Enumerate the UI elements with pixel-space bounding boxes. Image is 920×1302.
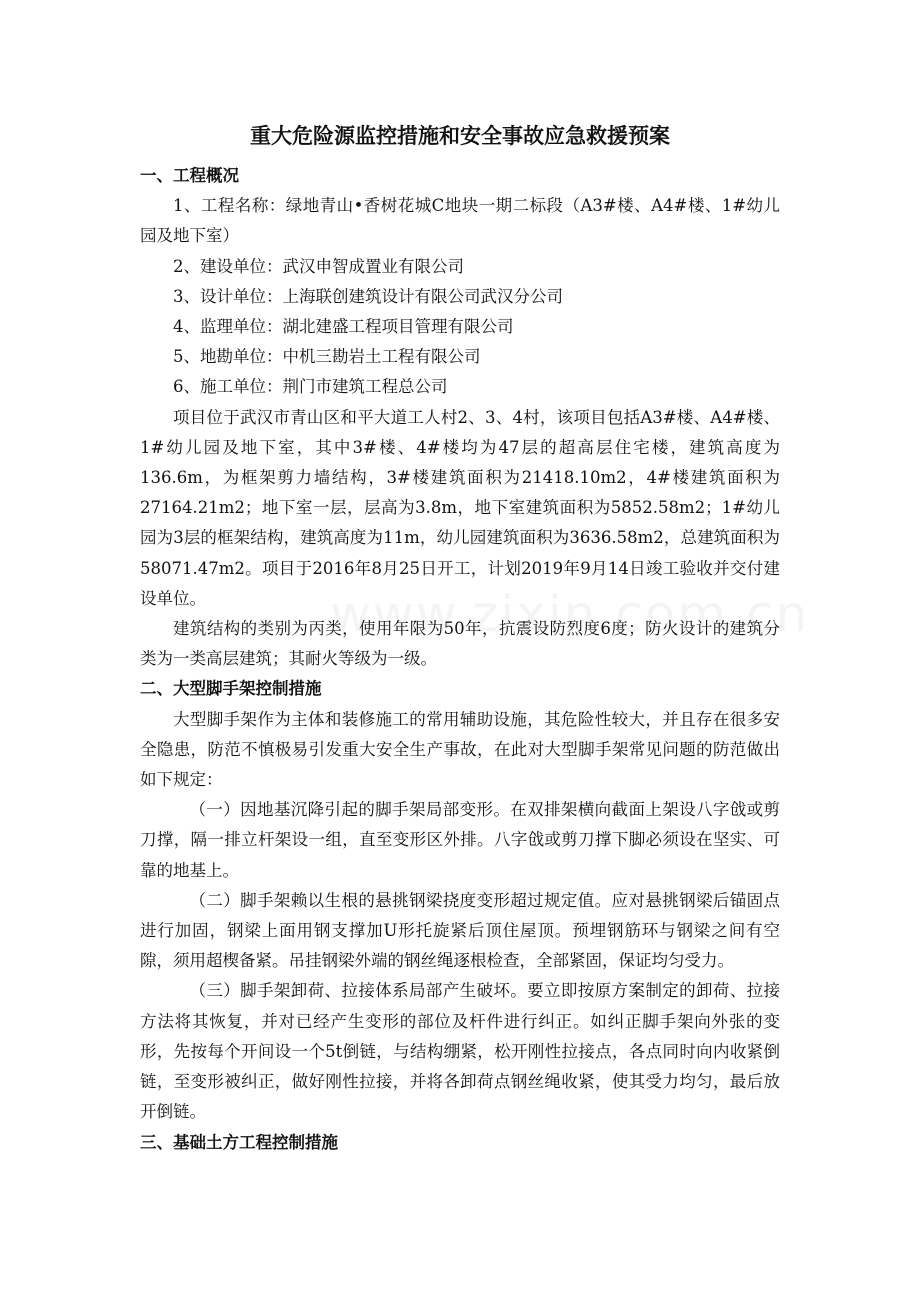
- section-heading-earthwork: 三、基础土方工程控制措施: [140, 1132, 338, 1152]
- section-heading-overview: 一、工程概况: [140, 166, 239, 185]
- paragraph: 6、施工单位：荆门市建筑工程总公司: [173, 377, 448, 397]
- paragraph: 3、设计单位：上海联创建筑设计有限公司武汉分公司: [173, 286, 563, 306]
- paragraph: 1、工程名称：绿地青山•香树花城C地块一期二标段（A3#楼、A4#楼、1#幼儿园及地下室）: [140, 196, 780, 246]
- paragraph: 项目位于武汉市青山区和平大道工人村2、3、4村，该项目包括A3#楼、A4#楼、1#幼儿园及地下室，其中3#楼、4#楼均为47层的超高层住宅楼，建筑高度为136.6m，为框架剪力墙结构，3#楼建筑面积为21418.10m2，4#楼建筑面积为27164.21m2；地下室一层，层高为3.8m，地下室建筑面积为5852.58m2；1#幼儿园为3层的框架结构，建筑高度为11m，幼儿园建筑面积为3636.58m2，总建筑面积为58071.47m2。项目于2016年8月25日开工，计划2019年9月14日竣工验收并交付建设单位。: [140, 407, 780, 608]
- paragraph: （二）脚手架赖以生根的悬挑钢梁挠度变形超过规定值。应对悬挑钢梁后锚固点进行加固，钢梁上面用钢支撑加U形托旋紧后顶住屋顶。预埋钢筋环与钢梁之间有空隙，须用超楔备紧。吊挂钢梁外端的钢丝绳逐根检查，全部紧固，保证均匀受力。: [140, 890, 780, 971]
- paragraph: （三）脚手架卸荷、拉接体系局部产生破坏。要立即按原方案制定的卸荷、拉接方法将其恢复，并对已经产生变形的部位及杆件进行纠正。如纠正脚手架向外张的变形，先按每个开间设一个5t倒链，与结构绷紧，松开刚性拉接点，各点同时向内收紧倒链，至变形被纠正，做好刚性拉接，并将各卸荷点钢丝绳收紧，使其受力均匀，最后放开倒链。: [140, 981, 780, 1122]
- paragraph: （一）因地基沉降引起的脚手架局部变形。在双排架横向截面上架设八字戗或剪刀撑，隔一排立杆架设一组，直至变形区外排。八字戗或剪刀撑下脚必须设在坚实、可靠的地基上。: [140, 800, 780, 880]
- paragraph: 2、建设单位：武汉申智成置业有限公司: [173, 256, 464, 276]
- document-title: 重大危险源监控措施和安全事故应急救援预案: [250, 124, 670, 148]
- paragraph: 5、地勘单位：中机三勘岩土工程有限公司: [173, 347, 481, 367]
- document-body: [140, 161, 780, 1158]
- section-heading-scaffold: 二、大型脚手架控制措施: [140, 679, 322, 699]
- paragraph: 建筑结构的类别为丙类，使用年限为50年，抗震设防烈度6度；防火设计的建筑分类为一类高层建筑；其耐火等级为一级。: [140, 619, 780, 669]
- paragraph: 4、监理单位：湖北建盛工程项目管理有限公司: [173, 317, 514, 337]
- paragraph: 大型脚手架作为主体和装修施工的常用辅助设施，其危险性较大，并且存在很多安全隐患，防范不慎极易引发重大安全生产事故，在此对大型脚手架常见问题的防范做出如下规定：: [140, 709, 780, 790]
